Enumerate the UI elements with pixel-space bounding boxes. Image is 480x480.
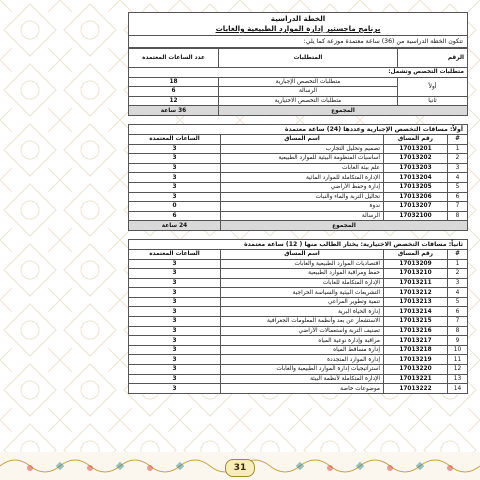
course-name-cell: تنمية وتطوير المراعي [221,297,384,307]
summary-row-hours: 6 [129,87,219,97]
table-row [129,269,468,279]
elective-courses-table [128,249,468,394]
page-title: الخطة الدراسية [270,14,326,23]
course-name-cell: التشريعات البيئية والسياسة الحراجية [221,288,384,298]
mandatory-total-label: المجموع [221,221,468,231]
table-row [129,211,468,221]
course-name-cell: إدارة الموارد المتجددة [221,355,384,365]
mandatory-caption: أولاً: مساقات التخصص الإجبارية وعددها (24) ساعة معتمدة [128,124,468,134]
summary-table [128,48,468,116]
course-name-cell: الرسالة [221,211,384,221]
table-row [129,202,468,212]
table-row [129,336,468,346]
mandatory-total-value: 24 ساعة [129,221,221,231]
course-name-cell: اقتصاديات الموارد الطبيعية والغابات [221,259,384,269]
course-hours-cell: 3 [129,365,221,375]
row-index-cell: 8 [448,211,468,221]
course-code-cell: 17013205 [384,182,448,192]
row-index-cell: 3 [448,278,468,288]
row-index-cell: 8 [448,326,468,336]
mandatory-total-row [129,221,468,231]
course-hours-cell: 3 [129,182,221,192]
course-code-cell: 17013222 [384,384,448,394]
table-row [129,192,468,202]
row-index-cell: 1 [448,144,468,154]
course-code-cell: 17013210 [384,269,448,279]
row-index-cell: 4 [448,288,468,298]
course-code-cell: 17013220 [384,365,448,375]
course-hours-cell: 3 [129,269,221,279]
course-hours-cell: 3 [129,173,221,183]
elective-caption: ثانياً: مساقات التخصص الاختيارية: يختار الطالب منها ( 12) ساعة معتمدة [128,239,468,249]
course-code-cell: 17013214 [384,307,448,317]
course-hours-cell: 3 [129,326,221,336]
course-name-cell: الإدارة المتكاملة للغابات [221,278,384,288]
col-index: # [448,134,468,144]
course-hours-cell: 3 [129,163,221,173]
course-code-cell: 17013217 [384,336,448,346]
table-row [129,173,468,183]
table-row [129,307,468,317]
table-row [129,278,468,288]
table-row [129,96,468,106]
course-code-cell: 17032100 [384,211,448,221]
course-code-cell: 17013209 [384,259,448,269]
course-hours-cell: 6 [129,211,221,221]
document-page [128,12,468,394]
col-hours: الساعات المعتمدة [129,134,221,144]
summary-total-label: المجموع [219,106,468,116]
course-name-cell: إدارة الحياة البرية [221,307,384,317]
table-row [129,326,468,336]
table-row [129,317,468,327]
course-code-cell: 17013219 [384,355,448,365]
course-hours-cell: 3 [129,144,221,154]
course-hours-cell: 3 [129,154,221,164]
table-row [129,154,468,164]
summary-col-hours: عدد الساعات المعتمدة [129,49,219,68]
page-number: 31 [225,459,255,477]
course-name-cell: إدارة مساقط المياه [221,345,384,355]
course-code-cell: 17013203 [384,163,448,173]
intro-text: تتكون الخطة الدراسية من (36) ساعة معتمدة موزعة كما يلي: [128,36,468,48]
course-name-cell: حفظ ومراقبة الموارد الطبيعية [221,269,384,279]
row-index-cell: 2 [448,269,468,279]
program-subtitle: برنامج ماجستير إدارة الموارد الطبيعية والغابات [215,24,381,33]
summary-group-second: ثانياً [398,96,468,106]
row-index-cell: 9 [448,336,468,346]
course-code-cell: 17013211 [384,278,448,288]
summary-total-value: 36 ساعة [129,106,219,116]
table-row [129,384,468,394]
table-row [129,297,468,307]
summary-row-name: متطلبات التخصص الإجبارية [219,77,398,87]
course-name-cell: علم بيئة الغابات [221,163,384,173]
course-code-cell: 17013207 [384,202,448,212]
row-index-cell: 12 [448,365,468,375]
col-hours: الساعات المعتمدة [129,249,221,259]
title-block [128,12,468,36]
course-name-cell: تصميم وتحليل التجارب [221,144,384,154]
course-name-cell: الإدارة المتكاملة للموارد المائية [221,173,384,183]
course-name-cell: تصنيف التربة واستعمالات الأراضي [221,326,384,336]
course-code-cell: 17013206 [384,192,448,202]
course-hours-cell: 3 [129,384,221,394]
summary-row-hours: 18 [129,77,219,87]
course-code-cell: 17013218 [384,345,448,355]
col-name: اسم المساق [221,249,384,259]
mandatory-courses-table [128,134,468,231]
row-index-cell: 4 [448,173,468,183]
course-hours-cell: 3 [129,288,221,298]
row-index-cell: 6 [448,192,468,202]
course-name-cell: ندوة [221,202,384,212]
summary-row-hours: 12 [129,96,219,106]
col-code: رقم المساق [384,134,448,144]
course-hours-cell: 3 [129,192,221,202]
course-hours-cell: 3 [129,345,221,355]
summary-header-row [129,49,468,68]
col-name: اسم المساق [221,134,384,144]
row-index-cell: 3 [448,163,468,173]
course-hours-cell: 3 [129,336,221,346]
table-row [129,259,468,269]
elective-header-row [129,249,468,259]
summary-row-name: متطلبات التخصص الاختيارية [219,96,398,106]
mandatory-header-row [129,134,468,144]
course-code-cell: 17013213 [384,297,448,307]
table-row [129,288,468,298]
table-row [129,365,468,375]
row-index-cell: 10 [448,345,468,355]
course-code-cell: 17013221 [384,374,448,384]
course-hours-cell: 3 [129,307,221,317]
course-name-cell: الاستشعار عن بعد وأنظمة المعلومات الجغرافية [221,317,384,327]
course-name-cell: تحاليل التربة والماء والنبات [221,192,384,202]
table-row [129,163,468,173]
course-code-cell: 17013204 [384,173,448,183]
course-hours-cell: 3 [129,355,221,365]
course-hours-cell: 0 [129,202,221,212]
course-name-cell: موضوعات خاصة [221,384,384,394]
course-hours-cell: 3 [129,297,221,307]
col-code: رقم المساق [384,249,448,259]
col-index: # [448,249,468,259]
course-hours-cell: 3 [129,259,221,269]
table-row [129,77,468,87]
summary-row-name: الرسالة [219,87,398,97]
row-index-cell: 5 [448,297,468,307]
summary-section-row [129,68,468,78]
course-code-cell: 17013201 [384,144,448,154]
row-index-cell: 11 [448,355,468,365]
course-hours-cell: 3 [129,278,221,288]
row-index-cell: 5 [448,182,468,192]
row-index-cell: 1 [448,259,468,269]
summary-section-label: متطلبات التخصص وتشمل: [129,68,468,78]
row-index-cell: 13 [448,374,468,384]
course-name-cell: إدارة وحفظ الأراضي [221,182,384,192]
course-name-cell: مراقبة وإدارة نوعية المياه [221,336,384,346]
row-index-cell: 14 [448,384,468,394]
summary-col-num: الرقم [398,49,468,68]
course-hours-cell: 3 [129,317,221,327]
row-index-cell: 2 [448,154,468,164]
course-code-cell: 17013216 [384,326,448,336]
course-code-cell: 17013215 [384,317,448,327]
table-row [129,182,468,192]
course-hours-cell: 3 [129,374,221,384]
row-index-cell: 7 [448,317,468,327]
course-code-cell: 17013212 [384,288,448,298]
course-name-cell: أساسيات المنظومة البيئية للموارد الطبيعية [221,154,384,164]
row-index-cell: 6 [448,307,468,317]
summary-total-row [129,106,468,116]
course-code-cell: 17013202 [384,154,448,164]
table-row [129,355,468,365]
summary-group-first: أولاً [398,77,468,96]
table-row [129,374,468,384]
table-row [129,345,468,355]
summary-col-reqs: المتطلبات [219,49,398,68]
table-row [129,144,468,154]
course-name-cell: استراتيجيات إدارة الموارد الطبيعية والغابات [221,365,384,375]
course-name-cell: الإدارة المتكاملة لأنظمة البيئة [221,374,384,384]
row-index-cell: 7 [448,202,468,212]
